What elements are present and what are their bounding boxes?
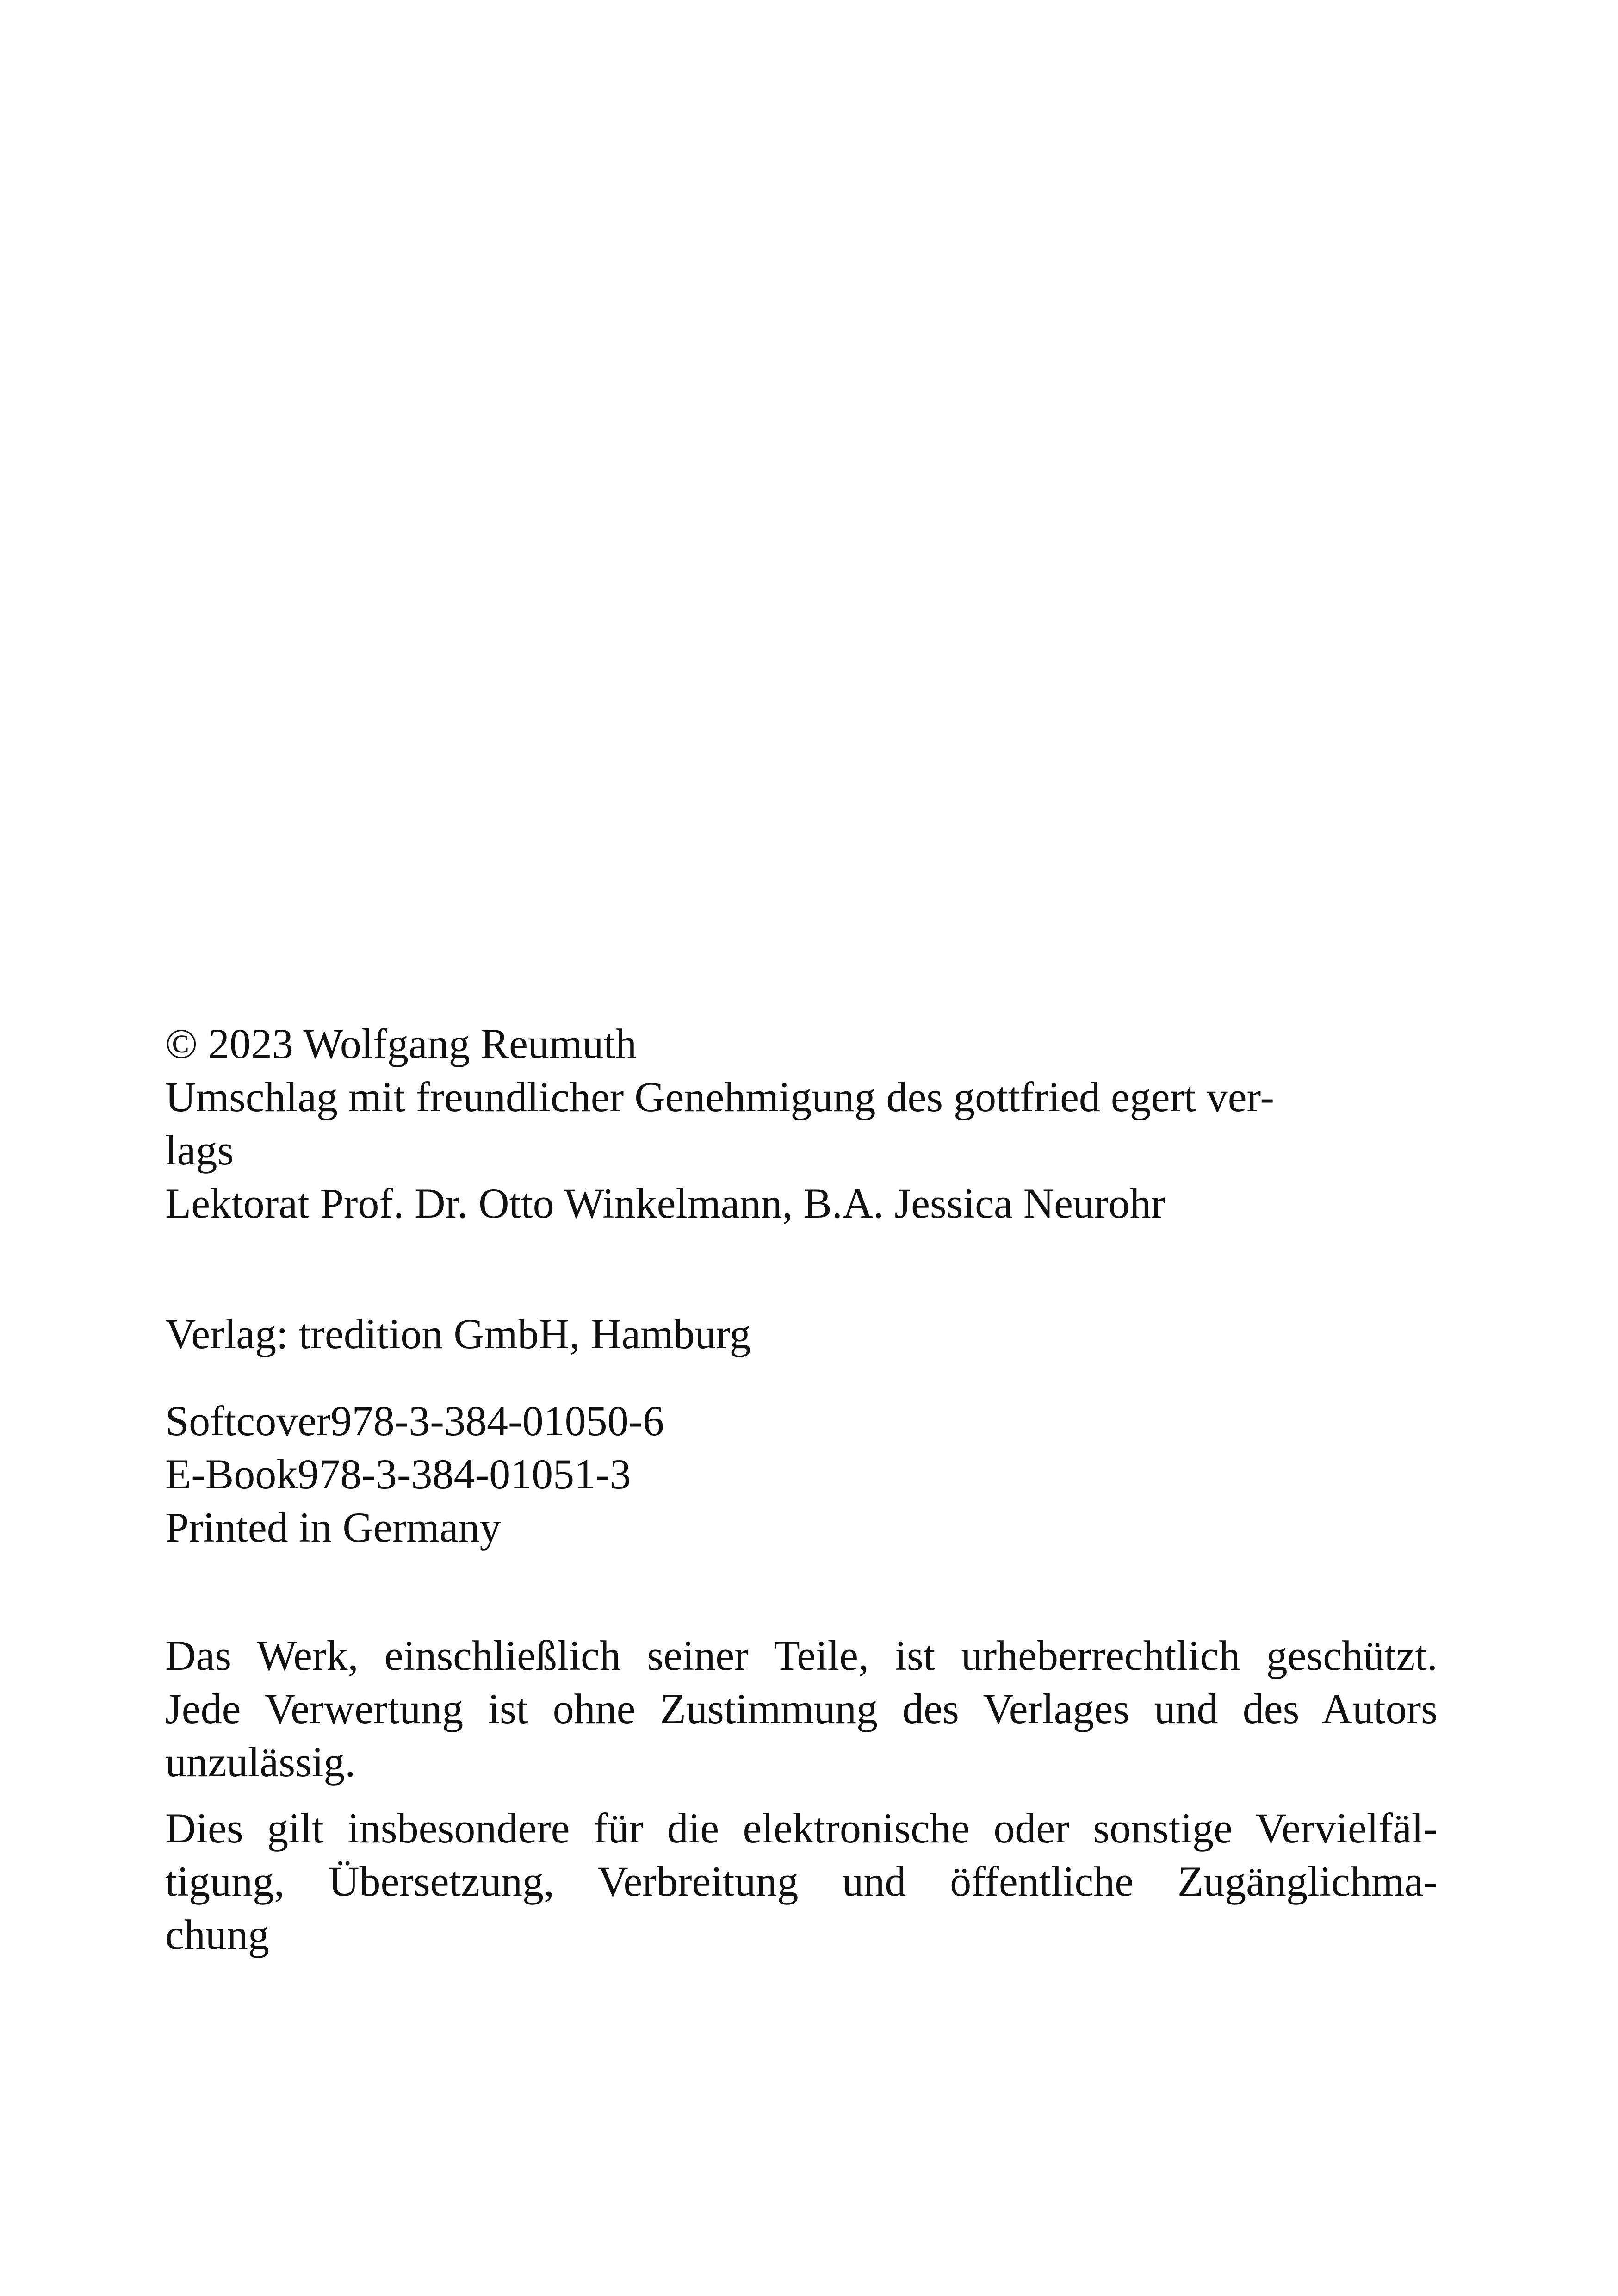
rights-line-1: Das Werk, einschließlich seiner Teile, ist urheberrechtlich geschützt.	[165, 1632, 1438, 1679]
editing-credit-line: Lektorat Prof. Dr. Otto Winkelmann, B.A. Jessica Neurohr	[165, 1180, 1165, 1227]
isbn-softcover: Softcover978-3-384-01050-6	[165, 1397, 664, 1444]
usage-paragraph	[165, 1802, 1438, 1961]
rights-paragraph	[165, 1629, 1438, 1789]
printed-in-line: Printed in Germany	[165, 1504, 501, 1551]
cover-credit-line-1: Umschlag mit freundlicher Genehmigung des gottfried egert ver-	[165, 1073, 1275, 1120]
isbn-block	[165, 1394, 1438, 1554]
rights-line-2: Jede Verwertung ist ohne Zustimmung des Verlages und des Autors	[165, 1685, 1438, 1732]
usage-line-3: chung	[165, 1911, 269, 1958]
credits-block	[165, 1017, 1438, 1230]
publisher-line: Verlag: tredition GmbH, Hamburg	[165, 1310, 751, 1357]
usage-line-1: Dies gilt insbesondere für die elektronische oder sonstige Vervielfäl-	[165, 1804, 1438, 1852]
usage-line-2: tigung, Übersetzung, Verbreitung und öffentliche Zugänglichma-	[165, 1858, 1438, 1905]
cover-credit-line-2: lags	[165, 1126, 234, 1174]
rights-line-3: unzulässig.	[165, 1738, 356, 1786]
isbn-ebook: E-Book978-3-384-01051-3	[165, 1450, 631, 1498]
publisher-block	[165, 1307, 1438, 1361]
copyright-line: © 2023 Wolfgang Reumuth	[165, 1020, 637, 1067]
